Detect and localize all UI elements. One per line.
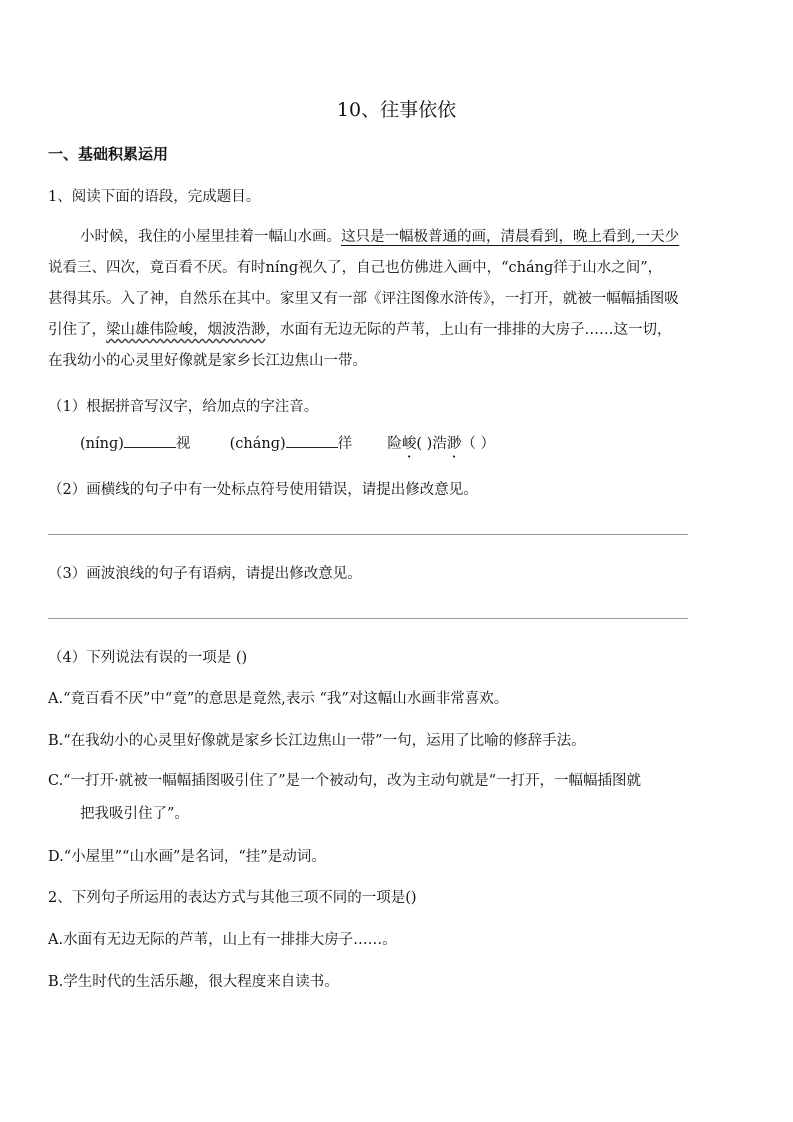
question-2-stem: 2、下列句子所运用的表达方式与其他三项不同的一项是() [48, 890, 417, 906]
reading-passage [48, 222, 748, 377]
pinyin-ning: (nínɡ) [80, 436, 124, 452]
option-c-line-2: 把我吸引住了”。 [80, 806, 189, 822]
sub-question-4-stem: （4）下列说法有误的一项是 () [48, 650, 248, 666]
q2-option-b: B.学生时代的生活乐趣，很大程度来自读书。 [48, 974, 339, 990]
page-title: 10、往事依依 [336, 99, 457, 121]
pinyin-row [80, 432, 495, 453]
dotted-char-jun: 峻 [401, 436, 417, 452]
passage-line-1a: 小时候，我住的小屋里挂着一幅山水画。 [80, 229, 341, 245]
pinyin-chang: (chánɡ) [229, 436, 286, 452]
q2-option-a: A.水面有无边无际的芦苇，山上有一排排大房子……。 [48, 932, 397, 948]
passage-line-5: 在我幼小的心灵里好像就是家乡长江边焦山一带。 [48, 353, 367, 369]
answer-paren-1[interactable]: ( )浩 [416, 436, 447, 452]
answer-line-2[interactable] [48, 618, 688, 619]
passage-line-3: 甚得其乐。入了神，自然乐在其中。家里又有一部《评注图像水浒传》，一打开，就被一幅幅插图吸 [48, 291, 679, 307]
answer-blank-2[interactable] [286, 433, 338, 448]
sub-question-3-stem: （3）画波浪线的句子有语病，请提出修改意见。 [48, 566, 362, 582]
char-shi: 视 [175, 436, 191, 452]
option-d: D.“小屋里”“山水画”是名词，“挂”是动词。 [48, 849, 326, 865]
option-b: B.“在我幼小的心灵里好像就是家乡长江边焦山一带”一句，运用了比喻的修辞手法。 [48, 733, 586, 749]
question-1-stem: 1、阅读下面的语段，完成题目。 [48, 189, 261, 205]
passage-line-4c: ，水面有无边无际的芦苇，上山有一排排的大房子……这一切， [265, 322, 672, 338]
sub-question-1-stem: （1）根据拼音写汉字，给加点的字注音。 [48, 399, 319, 415]
underlined-sentence: 这只是一幅极普通的画，清晨看到，晚上看到,一天少 [341, 229, 680, 245]
answer-line-1[interactable] [48, 534, 688, 535]
wavy-underlined-sentence: 梁山雄伟险峻，烟波浩渺 [106, 322, 266, 338]
char-xian: 险 [387, 436, 402, 452]
answer-blank-1[interactable] [124, 433, 176, 448]
dotted-char-miao: 渺 [446, 436, 462, 452]
answer-paren-2[interactable]: （ ） [461, 436, 495, 452]
char-yang: 徉 [337, 436, 353, 452]
passage-line-4a: 引住了， [48, 322, 106, 338]
option-c-line-1: C.“一打开·就被一幅幅插图吸引住了”是一个被动句，改为主动句就是“一打开，一幅幅插图就 [48, 773, 642, 789]
sub-question-2-stem: （2）画横线的句子中有一处标点符号使用错误，请提出修改意见。 [48, 482, 478, 498]
section-heading: 一、基础积累运用 [48, 145, 169, 163]
passage-line-2: 说看三、四次，竟百看不厌。有时nínɡ视久了，自己也仿佛进入画中，“chánɡ徉于山水之间”， [48, 260, 663, 276]
option-a: A.“竟百看不厌”中“竟”的意思是竟然,表示 “我”对这幅山水画非常喜欢。 [48, 691, 509, 707]
